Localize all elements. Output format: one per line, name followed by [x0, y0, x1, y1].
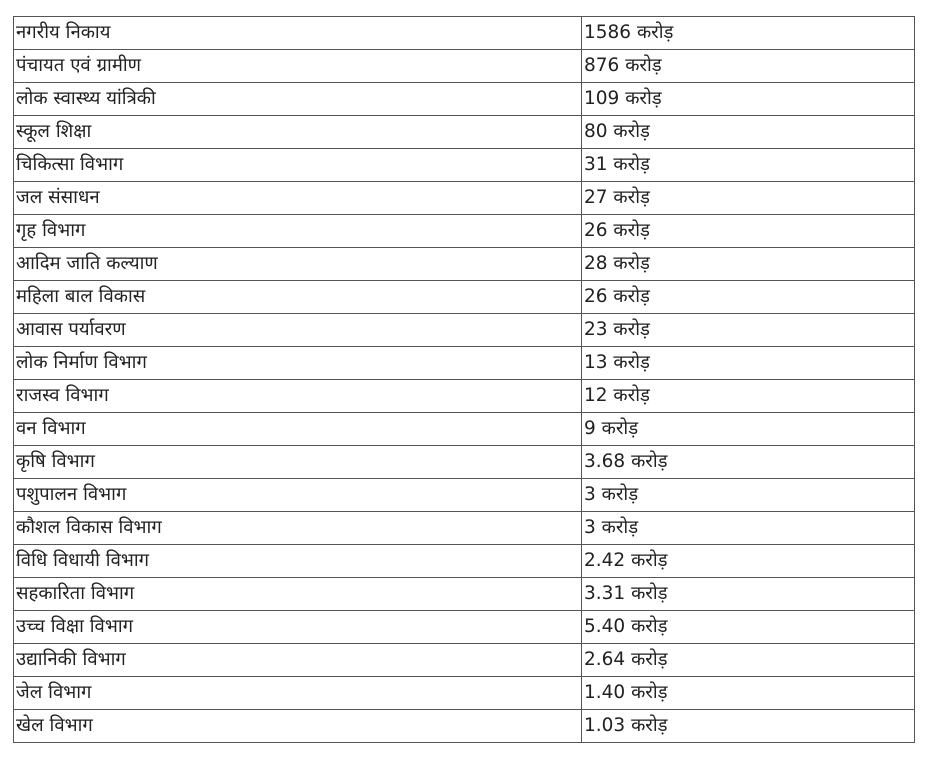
amount-cell: 12 करोड़	[582, 380, 915, 413]
cut-off-footer-text	[30, 752, 910, 760]
amount-cell: 2.42 करोड़	[582, 545, 915, 578]
department-cell: जल संसाधन	[14, 182, 582, 215]
department-cell: सहकारिता विभाग	[14, 578, 582, 611]
table-row	[14, 314, 915, 347]
table-row	[14, 545, 915, 578]
department-cell: वन विभाग	[14, 413, 582, 446]
amount-cell: 3 करोड़	[582, 479, 915, 512]
department-cell: महिला बाल विकास	[14, 281, 582, 314]
amount-cell: 28 करोड़	[582, 248, 915, 281]
table-row	[14, 347, 915, 380]
table-row	[14, 281, 915, 314]
table-body	[14, 17, 915, 743]
department-cell: जेल विभाग	[14, 677, 582, 710]
table-row	[14, 149, 915, 182]
amount-cell: 31 करोड़	[582, 149, 915, 182]
amount-cell: 3.68 करोड़	[582, 446, 915, 479]
table-row	[14, 512, 915, 545]
table-row	[14, 17, 915, 50]
department-cell: पंचायत एवं ग्रामीण	[14, 50, 582, 83]
department-cell: स्कूल शिक्षा	[14, 116, 582, 149]
table-row	[14, 182, 915, 215]
amount-cell: 109 करोड़	[582, 83, 915, 116]
table-row	[14, 215, 915, 248]
table-row	[14, 380, 915, 413]
amount-cell: 26 करोड़	[582, 215, 915, 248]
amount-cell: 27 करोड़	[582, 182, 915, 215]
department-cell: विधि विधायी विभाग	[14, 545, 582, 578]
amount-cell: 1586 करोड़	[582, 17, 915, 50]
department-cell: कृषि विभाग	[14, 446, 582, 479]
amount-cell: 3.31 करोड़	[582, 578, 915, 611]
department-cell: नगरीय निकाय	[14, 17, 582, 50]
table-row	[14, 479, 915, 512]
department-amount-table-container	[13, 16, 914, 743]
amount-cell: 1.03 करोड़	[582, 710, 915, 743]
table-row	[14, 413, 915, 446]
table-row	[14, 116, 915, 149]
amount-cell: 2.64 करोड़	[582, 644, 915, 677]
department-cell: लोक निर्माण विभाग	[14, 347, 582, 380]
table-row	[14, 578, 915, 611]
department-cell: लोक स्वास्थ्य यांत्रिकी	[14, 83, 582, 116]
table-row	[14, 248, 915, 281]
amount-cell: 3 करोड़	[582, 512, 915, 545]
department-cell: गृह विभाग	[14, 215, 582, 248]
department-cell: राजस्व विभाग	[14, 380, 582, 413]
department-amount-table	[13, 16, 915, 743]
table-row	[14, 446, 915, 479]
table-row	[14, 710, 915, 743]
amount-cell: 23 करोड़	[582, 314, 915, 347]
amount-cell: 5.40 करोड़	[582, 611, 915, 644]
amount-cell: 13 करोड़	[582, 347, 915, 380]
table-row	[14, 611, 915, 644]
department-cell: आदिम जाति कल्याण	[14, 248, 582, 281]
amount-cell: 80 करोड़	[582, 116, 915, 149]
amount-cell: 26 करोड़	[582, 281, 915, 314]
department-cell: आवास पर्यावरण	[14, 314, 582, 347]
table-row	[14, 644, 915, 677]
department-cell: खेल विभाग	[14, 710, 582, 743]
amount-cell: 876 करोड़	[582, 50, 915, 83]
amount-cell: 1.40 करोड़	[582, 677, 915, 710]
amount-cell: 9 करोड़	[582, 413, 915, 446]
department-cell: पशुपालन विभाग	[14, 479, 582, 512]
department-cell: उच्च विक्षा विभाग	[14, 611, 582, 644]
table-row	[14, 83, 915, 116]
table-row	[14, 677, 915, 710]
department-cell: कौशल विकास विभाग	[14, 512, 582, 545]
department-cell: चिकित्सा विभाग	[14, 149, 582, 182]
department-cell: उद्यानिकी विभाग	[14, 644, 582, 677]
table-row	[14, 50, 915, 83]
